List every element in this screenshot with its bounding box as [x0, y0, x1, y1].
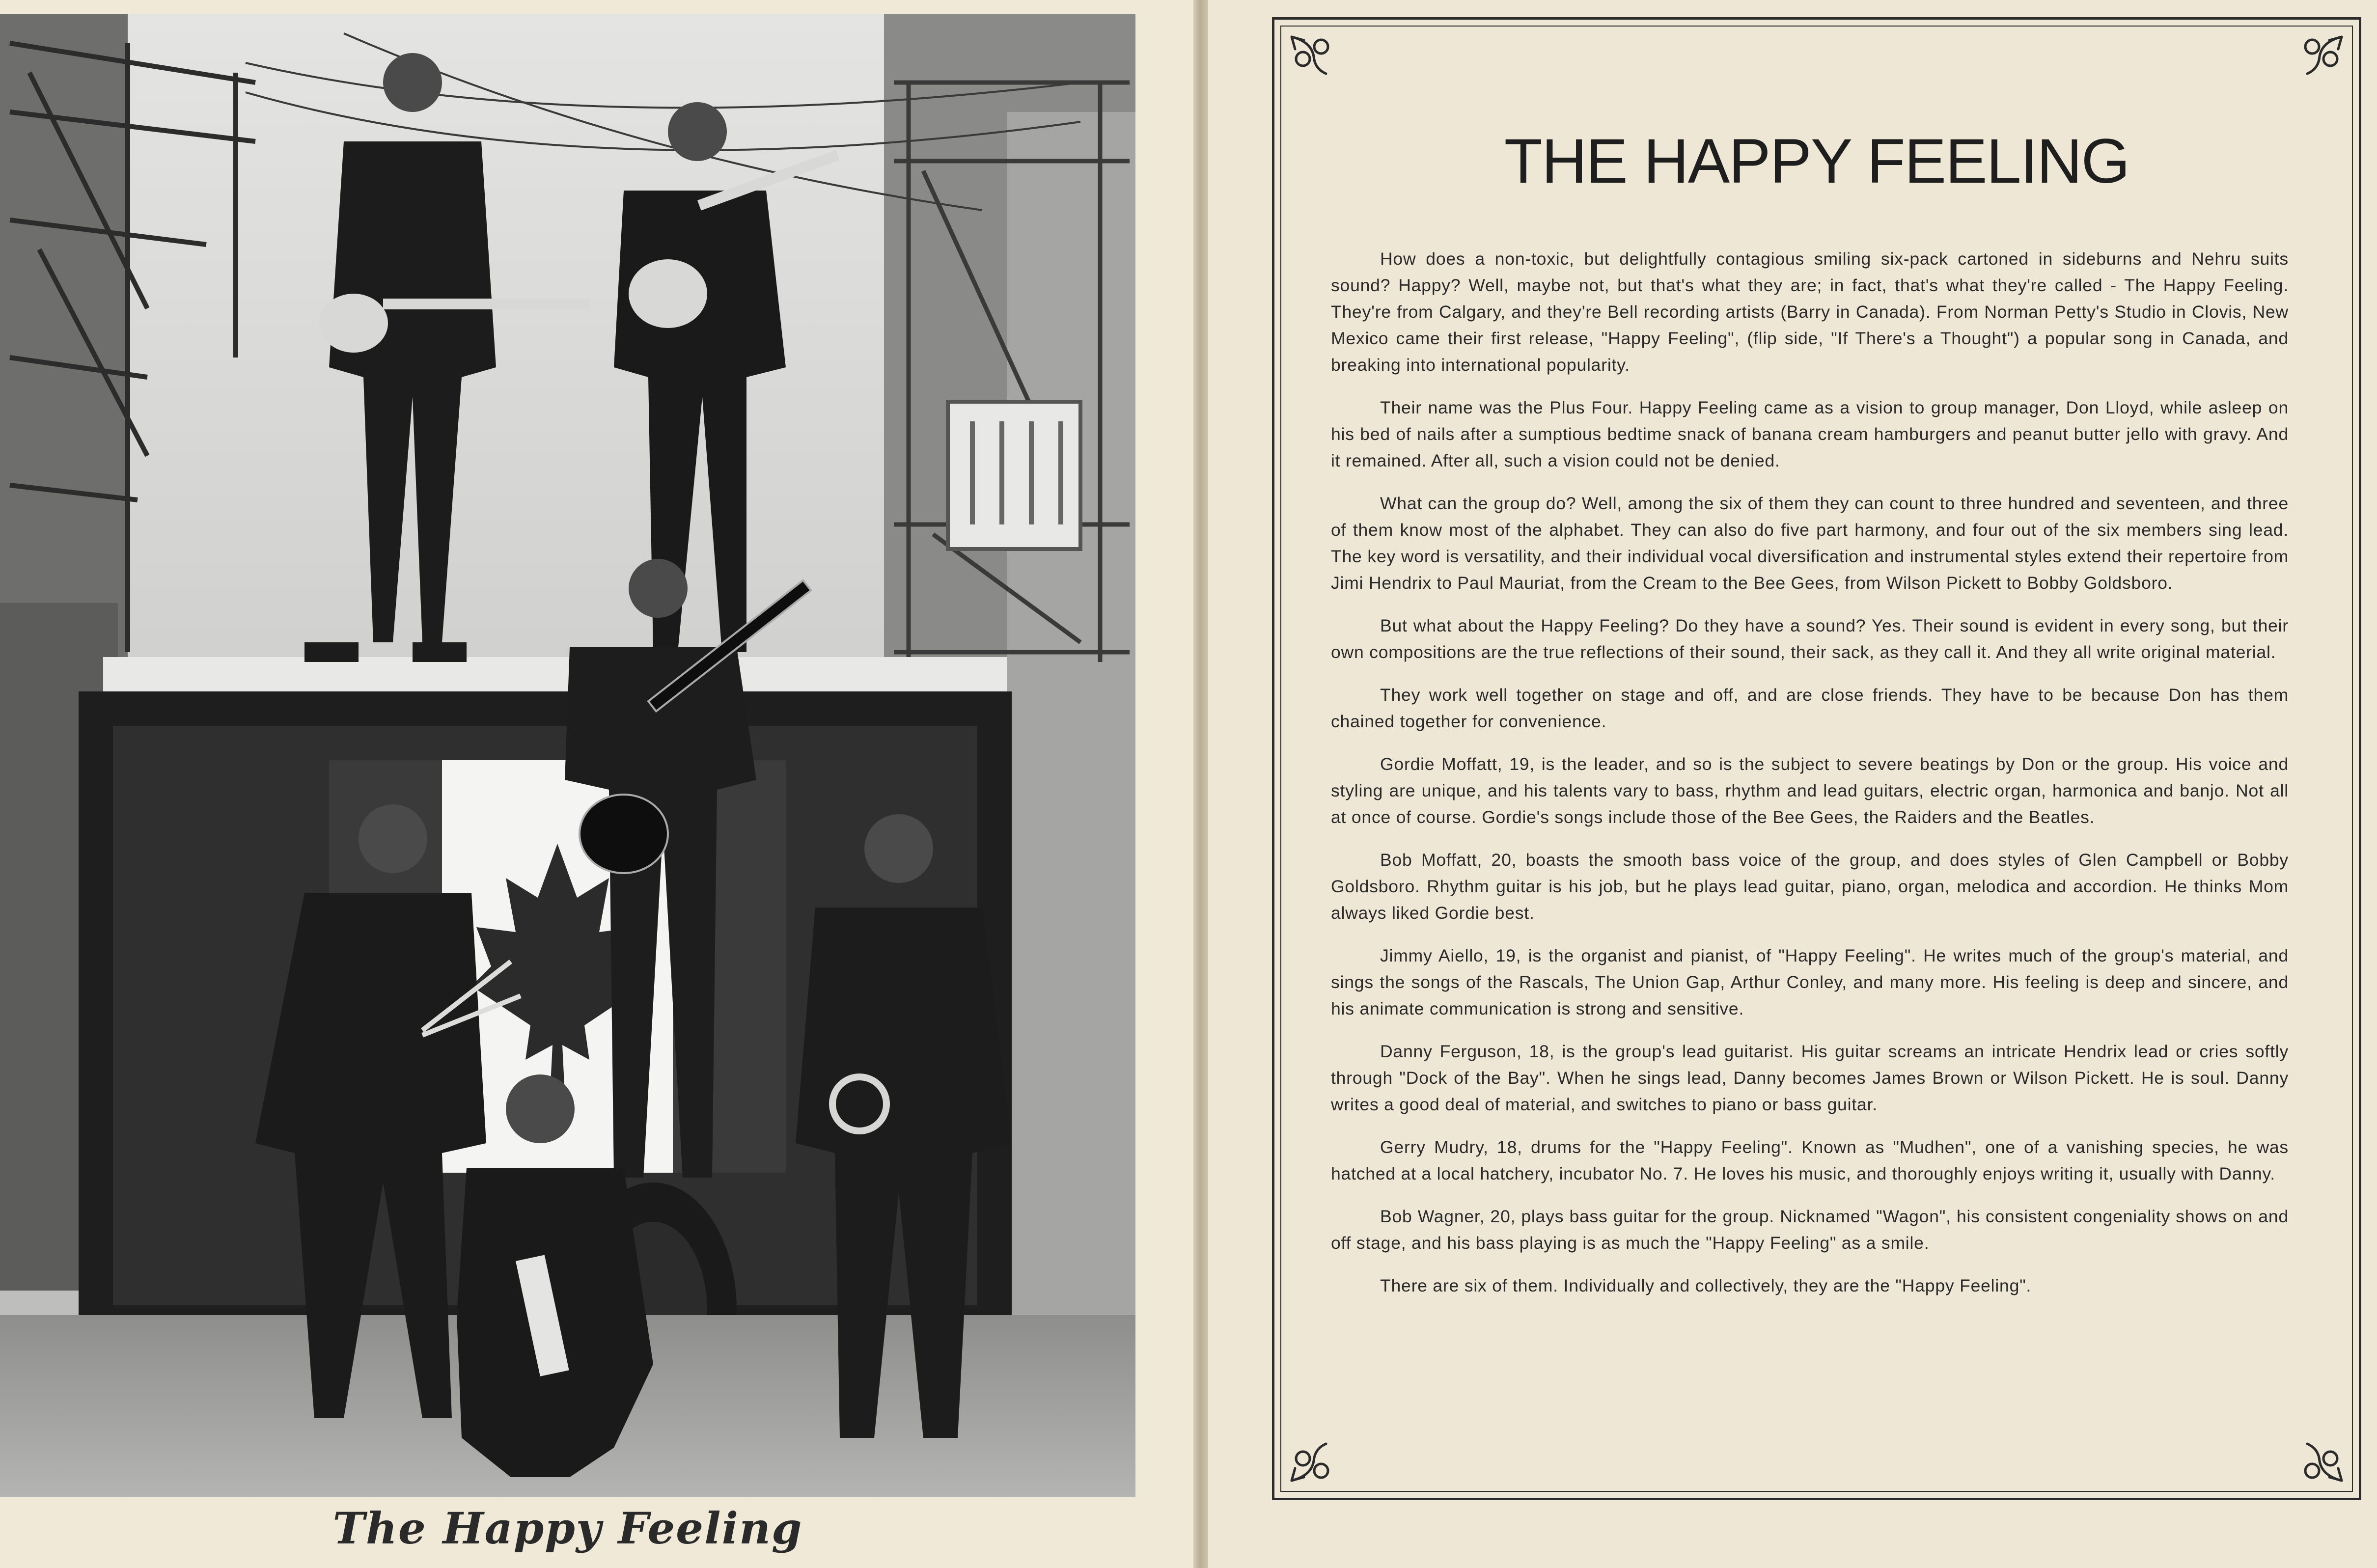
- flourish-bottom-right-icon: [2295, 1434, 2349, 1488]
- paragraph-friendship: They work well together on stage and off, and are close friends. They have to be because Don has them chained together for convenience.: [1331, 685, 2289, 731]
- right-page: [1208, 0, 2377, 1568]
- paragraph-gordie-moffatt: Gordie Moffatt, 19, is the leader, and so is the subject to severe beatings by Don or the group. His voice and styling are unique, and his talents vary to bass, rhythm and lead guitars, electric organ, harmonica and banjo. Not all at once of course. Gordie's songs include those of the Bee Gees, the Raiders and the Beatles.: [1331, 754, 2289, 827]
- paragraph-jimmy-aiello: Jimmy Aiello, 19, is the organist and pianist, of "Happy Feeling". He writes much of the group's material, and sings the songs of the Rascals, The Union Gap, Arthur Conley, and many more. His feeling is deep and sincere, and his animate communication is strong and sensitive.: [1331, 946, 2289, 1018]
- photo-caption: The Happy Feeling: [332, 1503, 803, 1554]
- paragraph-gerry-mudry: Gerry Mudry, 18, drums for the "Happy Feeling". Known as "Mudhen", one of a vanishing species, he was hatched at a local hatchery, incubator No. 7. He loves his music, and thoroughly enjoys writing it, usually with Danny.: [1331, 1137, 2289, 1183]
- flourish-top-right-icon: [2295, 29, 2349, 83]
- paragraph-name-origin: Their name was the Plus Four. Happy Feeling came as a vision to group manager, Don Lloyd, while asleep on his bed of nails after a sumptious bedtime snack of banana cream hamburgers and peanut butter jello with gravy. And it remained. After all, such a vision could not be denied.: [1331, 398, 2289, 470]
- paragraph-bob-moffatt: Bob Moffatt, 20, boasts the smooth bass voice of the group, and does styles of Glen Campbell or Bobby Goldsboro. Rhythm guitar is his job, but he plays lead guitar, piano, organ, melodica and accordion. He thinks Mom always liked Gordie best.: [1331, 850, 2289, 923]
- paragraph-intro: How does a non-toxic, but delightfully contagious smiling six-pack cartoned in sideburns and Nehru suits sound? Happy? Well, maybe not, but that's what they are; in fact, that's what they're called - The Happy Feeling. They're from Calgary, and they're Bell recording artists (Barry in Canada). From Norman Petty's Studio in Clovis, New Mexico came their first release, "Happy Feeling", (flip side, "If There's a Thought") a popular song in Canada, and breaking into international popularity.: [1331, 249, 2289, 375]
- flourish-top-left-icon: [1284, 29, 1338, 83]
- paragraph-abilities: What can the group do? Well, among the six of them they can count to three hundred and seventeen, and three of them know most of the alphabet. They can also do five part harmony, and four out of the six members sing lead. The key word is versatility, and their individual vocal diversification and instrumental styles extend their repertoire from Jimi Hendrix to Paul Mauriat, from the Cream to the Bee Gees, from Wilson Pickett to Bobby Goldsboro.: [1331, 494, 2289, 593]
- band-photo: [0, 14, 1135, 1497]
- paragraph-danny-ferguson: Danny Ferguson, 18, is the group's lead guitarist. His guitar screams an intricate Hendrix lead or cries softly through "Dock of the Bay". When he sings lead, Danny becomes James Brown or Wilson Pickett. He is soul. Danny writes a good deal of material, and switches to piano or bass guitar.: [1331, 1042, 2289, 1114]
- paragraph-bob-wagner: Bob Wagner, 20, plays bass guitar for the group. Nicknamed "Wagon", his consistent congeniality shows on and off stage, and his bass playing is as much the "Happy Feeling" as a smile.: [1331, 1207, 2289, 1253]
- article-body: [1331, 246, 2289, 1315]
- page-gutter: [1193, 0, 1208, 1568]
- page-title: THE HAPPY FEELING: [1504, 126, 2129, 196]
- flourish-bottom-left-icon: [1284, 1434, 1338, 1488]
- paragraph-sound: But what about the Happy Feeling? Do they have a sound? Yes. Their sound is evident in every song, but their own compositions are the true reflections of their sound, their sack, as they call it. And they all write original material.: [1331, 616, 2289, 662]
- paragraph-closing: There are six of them. Individually and collectively, they are the "Happy Feeling".: [1380, 1276, 2032, 1295]
